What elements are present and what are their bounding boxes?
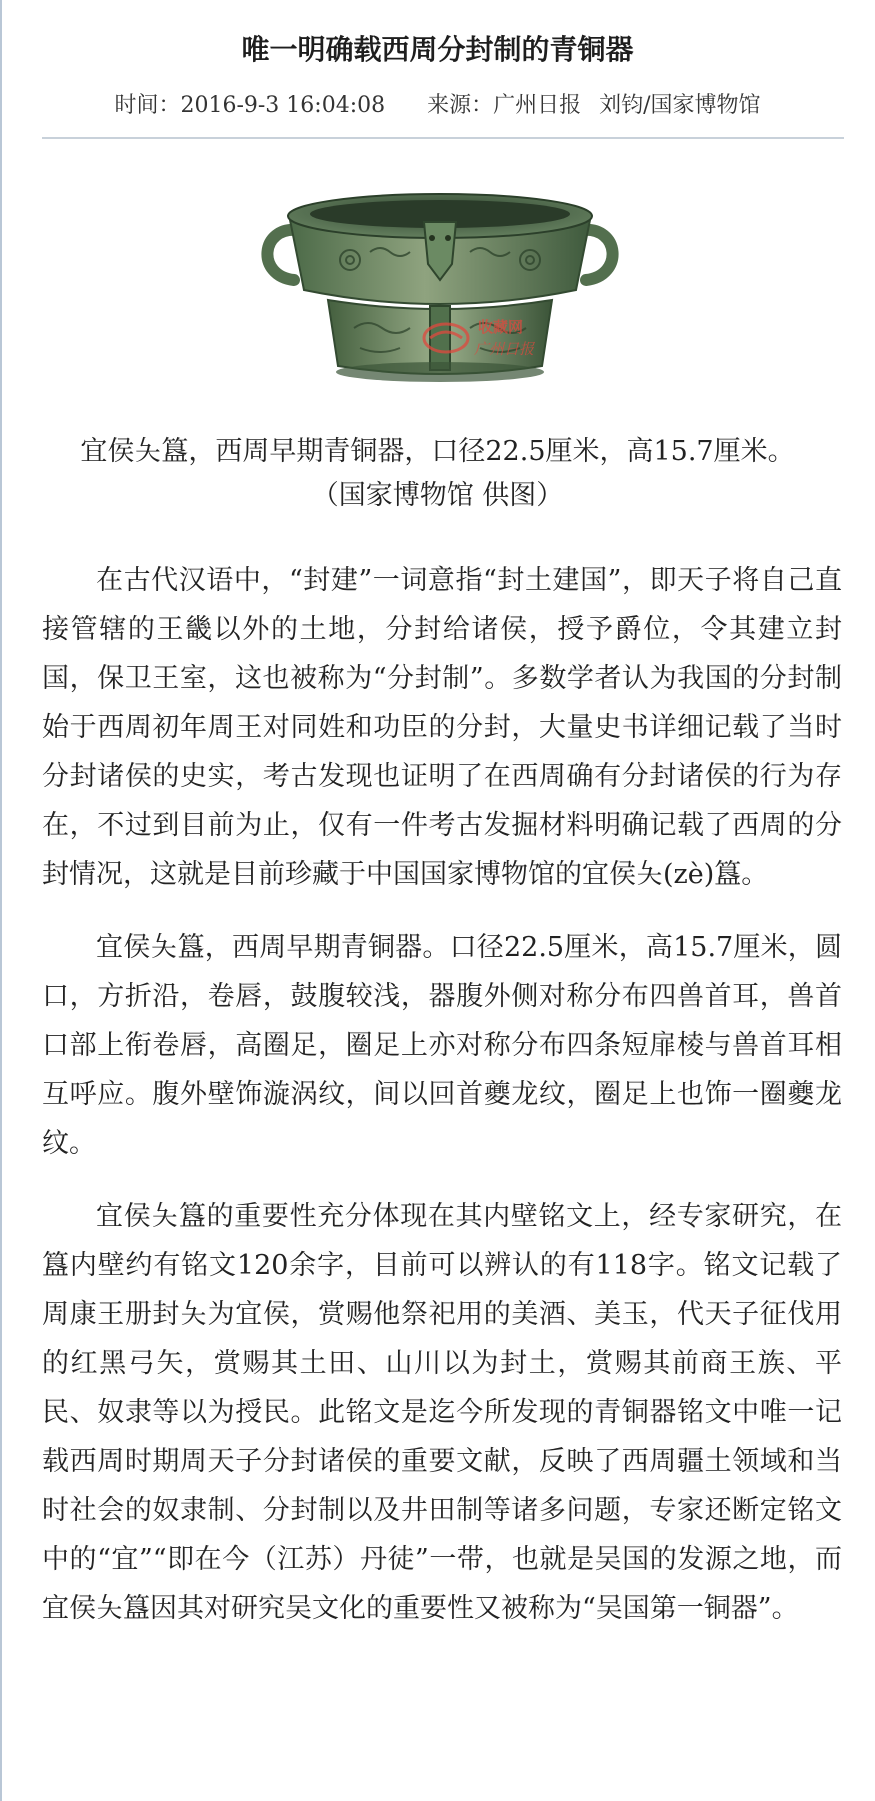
- paragraph-3: 宜侯夨簋的重要性充分体现在其内壁铭文上，经专家研究，在簋内壁约有铭文120余字，目前可以辨认的有118字。铭文记载了周康王册封夨为宜侯，赏赐他祭祀用的美酒、美玉，代天子征伐用的红黑弓矢，赏赐其土田、山川以为封土，赏赐其前商王族、平民、奴隶等以为授民。此铭文是迄今所发现的青铜器铭文中唯一记载西周时期周天子分封诸侯的重要文献，反映了西周疆土领域和当时社会的奴隶制、分封制以及井田制等诸多问题，专家还断定铭文中的“宜”“即在今（江苏）丹徒”一带，也就是吴国的发源之地，而宜侯夨簋因其对研究吴文化的重要性又被称为“吴国第一铜器”。: [42, 1201, 842, 1624]
- paragraph-2: 宜侯夨簋，西周早期青铜器。口径22.5厘米，高15.7厘米，圆口，方折沿，卷唇，鼓腹较浅，器腹外侧对称分布四兽首耳，兽首口部上衔卷唇，高圈足，圈足上亦对称分布四条短扉棱与兽首耳相互呼应。腹外壁饰漩涡纹，间以回首夔龙纹，圈足上也饰一圈夔龙纹。: [42, 932, 842, 1159]
- watermark-sub: 广州日报: [474, 340, 535, 358]
- caption-line-1: 宜侯夨簋，西周早期青铜器，口径22.5厘米，高15.7厘米。: [80, 436, 795, 467]
- time-value: 2016-9-3 16:04:08: [180, 93, 386, 118]
- bronze-gui-vessel-icon: [250, 168, 630, 408]
- time-label: 时间：: [114, 93, 181, 118]
- photo-caption: [30, 430, 845, 518]
- article-body: [42, 556, 842, 1657]
- bronze-vessel-photo: [250, 168, 630, 408]
- article-title: 唯一明确载西周分封制的青铜器: [241, 33, 634, 66]
- caption-line-2: （国家博物馆 供图）: [311, 480, 564, 511]
- article-meta: [0, 88, 875, 124]
- watermark-text: 收藏网: [478, 318, 524, 336]
- left-border: [0, 0, 2, 1801]
- header-divider: [42, 137, 844, 139]
- paragraph-1: 在古代汉语中，“封建”一词意指“封土建国”，即天子将自己直接管辖的王畿以外的土地，分封给诸侯，授予爵位，令其建立封国，保卫王室，这也被称为“分封制”。多数学者认为我国的分封制始于西周初年周王对同姓和功臣的分封，大量史书详细记载了当时分封诸侯的史实，考古发现也证明了在西周确有分封诸侯的行为存在，不过到目前为止，仅有一件考古发掘材料明确记载了西周的分封情况，这就是目前珍藏于中国国家博物馆的宜侯夨(zè)簋。: [42, 565, 842, 890]
- author: 刘钧/国家博物馆: [599, 93, 761, 118]
- source-label: 来源：: [427, 93, 494, 118]
- source-value: 广州日报: [493, 93, 582, 118]
